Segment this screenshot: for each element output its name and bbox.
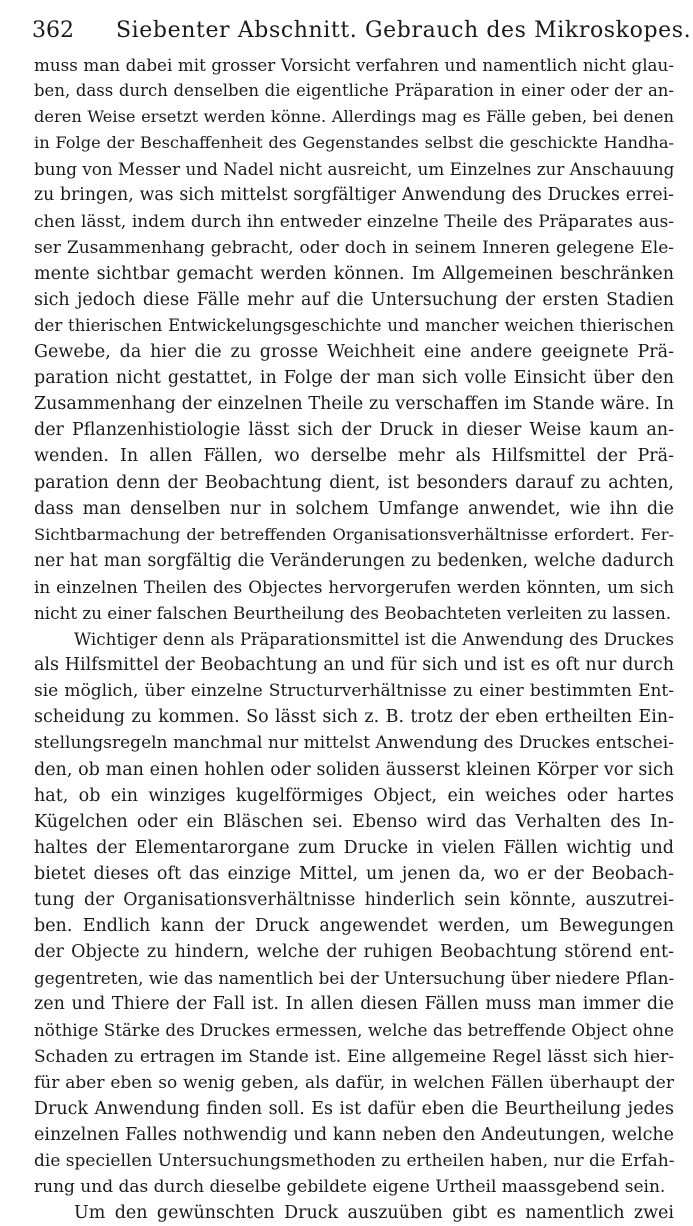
text-line: Wichtiger denn als Präparationsmittel ist die Anwendung des Druckes [74,629,674,650]
text-line: wenden. In allen Fällen, wo derselbe mehr als Hilfsmittel der Prä- [34,446,674,467]
text-line: paration denn der Beobachtung dient, ist besonders darauf zu achten, [34,472,674,493]
text-line: Schaden zu ertragen im Stande ist. Eine allgemeine Regel lässt sich hier- [34,1046,674,1067]
body-text [34,52,674,1226]
running-head: Siebenter Abschnitt. Gebrauch des Mikroskopes. [116,18,692,43]
text-line: Druck Anwendung finden soll. Es ist dafür eben die Beurtheilung jedes [34,1098,674,1119]
text-line: zen und Thiere der Fall ist. In allen diesen Fällen muss man immer die [34,994,674,1015]
text-line: Um den gewünschten Druck auszuüben gibt es namentlich zwei [74,1203,674,1224]
text-line: dass man denselben nur in solchem Umfange anwendet, wie ihn die [34,498,674,519]
text-line: Zusammenhang der einzelnen Theile zu verschaffen im Stande wäre. In [34,394,674,415]
text-line: gegentreten, wie das namentlich bei der Untersuchung über niedere Pflan- [34,968,674,989]
text-line: stellungsregeln manchmal nur mittelst Anwendung des Druckes entschei- [34,733,674,754]
page-number: 362 [32,18,74,43]
text-line: der Pflanzenhistiologie lässt sich der Druck in dieser Weise kaum an- [34,420,674,441]
text-line: bung von Messer und Nadel nicht ausreicht, um Einzelnes zur Anschauung [34,159,674,180]
text-line: Kügelchen oder ein Bläschen sei. Ebenso wird das Verhalten des In- [34,811,674,832]
text-line: haltes der Elementarorgane zum Drucke in vielen Fällen wichtig und [34,837,674,858]
text-line: die speciellen Untersuchungsmethoden zu ertheilen haben, nur die Erfah- [34,1150,674,1171]
text-line: für aber eben so wenig geben, als dafür, in welchen Fällen überhaupt der [34,1072,674,1093]
paragraph [34,626,674,1200]
text-line: paration nicht gestattet, in Folge der man sich volle Einsicht über den [34,368,674,389]
text-line: muss man dabei mit grosser Vorsicht verfahren und namentlich nicht glau- [34,55,674,75]
text-line: der thierischen Entwickelungsgeschichte und mancher weichen thierischen [34,315,674,335]
text-line: den, ob man einen hohlen oder soliden äusserst kleinen Körper vor sich [34,759,674,780]
text-line: ben, dass durch denselben die eigentliche Präparation in einer oder der an- [34,81,674,101]
text-line: bietet dieses oft das einzige Mittel, um jenen da, wo er der Beobach- [34,863,674,884]
text-line: chen lässt, indem durch ihn entweder einzelne Theile des Präparates aus- [34,211,674,232]
text-line: als Hilfsmittel der Beobachtung an und für sich und ist es oft nur durch [34,655,674,676]
paragraph [34,52,674,626]
text-line: einzelnen Falles nothwendig und kann neben den Andeutungen, welche [34,1124,674,1145]
paragraph [34,1200,674,1226]
text-line: mente sichtbar gemacht werden können. Im Allgemeinen beschränken [34,263,674,284]
text-line: Gewebe, da hier die zu grosse Weichheit eine andere geeignete Prä- [34,342,674,363]
text-line: deren Weise ersetzt werden könne. Allerdings mag es Fälle geben, bei denen [34,107,674,127]
text-line: rung und das durch dieselbe gebildete eigene Urtheil maassgebend sein. [34,1177,666,1198]
text-line: scheidung zu kommen. So lässt sich z. B. trotz der eben ertheilten Ein- [34,707,674,728]
text-line: nicht zu einer falschen Beurtheilung des Beobachteten verleiten zu lassen. [34,602,672,623]
text-line: ben. Endlich kann der Druck angewendet werden, um Bewegungen [34,916,674,937]
text-line: ner hat man sorgfältig die Veränderungen zu bedenken, welche dadurch [34,550,674,571]
text-line: Sichtbarmachung der betreffenden Organisationsverhältnisse erfordert. Fer- [34,524,674,544]
text-line: sie möglich, über einzelne Structurverhältnisse zu einer bestimmten Ent- [34,681,674,702]
text-line: tung der Organisationsverhältnisse hinderlich sein könnte, auszutrei- [34,890,674,910]
text-line: sich jedoch diese Fälle mehr auf die Untersuchung der ersten Stadien [34,289,674,310]
text-line: in Folge der Beschaffenheit des Gegenstandes selbst die geschickte Handha- [34,133,674,153]
text-line: in einzelnen Theilen des Objectes hervorgerufen werden könnten, um sich [34,576,674,597]
text-line: nöthige Stärke des Druckes ermessen, welche das betreffende Object ohne [34,1020,674,1041]
page-header [32,14,692,54]
text-line: zu bringen, was sich mittelst sorgfältiger Anwendung des Druckes errei- [34,185,674,206]
text-line: hat, ob ein winziges kugelförmiges Object, ein weiches oder hartes [34,785,674,806]
text-line: ser Zusammenhang gebracht, oder doch in seinem Inneren gelegene Ele- [34,237,674,258]
text-line: der Objecte zu hindern, welche der ruhigen Beobachtung störend ent- [34,942,674,963]
